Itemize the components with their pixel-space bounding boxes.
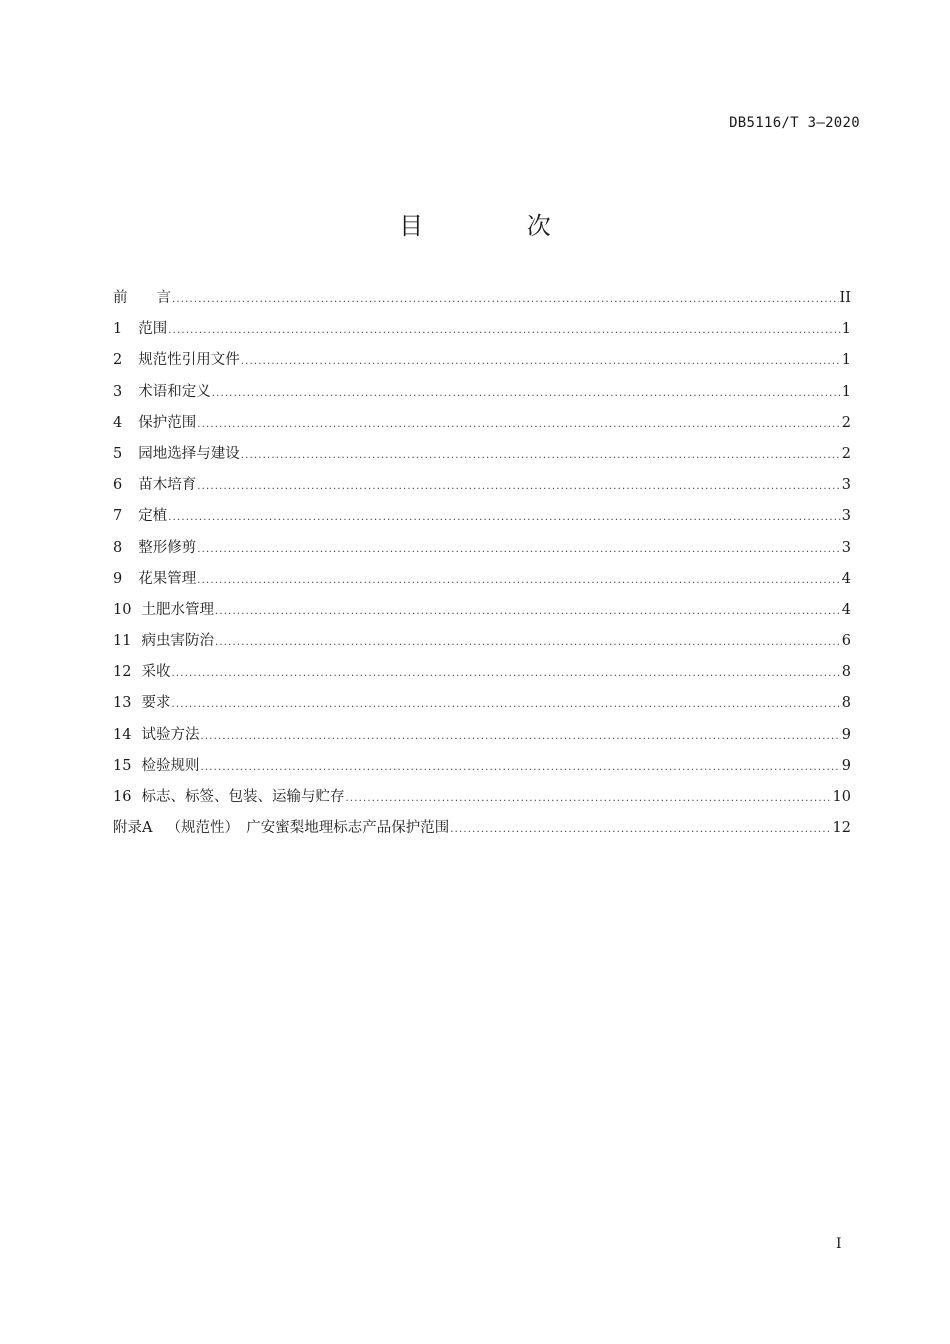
- toc-entry-page: 2: [841, 445, 851, 462]
- toc-leader-dots: [200, 731, 840, 742]
- toc-entry[interactable]: [113, 598, 851, 629]
- toc-entry-label: 检验规则: [141, 757, 200, 774]
- toc-entry-page: 8: [841, 664, 851, 681]
- toc-entry-label: 范围: [138, 321, 168, 338]
- toc-entry-page: 6: [841, 633, 851, 650]
- toc-entry-label: 规范性引用文件: [138, 352, 240, 369]
- toc-entry-number: 14: [113, 726, 132, 743]
- toc-entry[interactable]: [113, 536, 851, 567]
- toc-entry-number: 1: [113, 321, 123, 338]
- toc-entry-number: 9: [113, 570, 123, 587]
- toc-entry-label: 病虫害防治: [141, 633, 214, 650]
- toc-entry-page: 4: [841, 570, 851, 587]
- toc-entry-number: 12: [113, 664, 132, 681]
- toc-entry-page: 9: [841, 726, 851, 743]
- toc-entry-label: 苗木培育: [138, 477, 197, 494]
- toc-leader-dots: [172, 294, 839, 305]
- toc-entry[interactable]: [113, 785, 851, 816]
- toc-entry[interactable]: [113, 504, 851, 535]
- toc-entry-label: 保护范围: [138, 414, 197, 431]
- toc-entry-label: 花果管理: [138, 570, 197, 587]
- toc-leader-dots: [345, 793, 831, 804]
- toc-entry-number: 2: [113, 352, 123, 369]
- toc-entry-label: （规范性） 广安蜜梨地理标志产品保护范围: [166, 820, 450, 837]
- page-number: I: [836, 1236, 842, 1252]
- toc-entry-page: 1: [841, 352, 851, 369]
- toc-entry-label: 土肥水管理: [141, 601, 214, 618]
- toc-entry-number: 10: [113, 601, 132, 618]
- toc-entry[interactable]: [113, 411, 851, 442]
- toc-entry-page: 10: [832, 789, 851, 805]
- toc-entry-label: 整形修剪: [138, 539, 197, 556]
- toc-entry-page: 1: [841, 321, 851, 338]
- toc-entry-number: 5: [113, 445, 123, 462]
- toc-leader-dots: [215, 637, 841, 648]
- toc-entry-page: 1: [841, 383, 851, 400]
- toc-leader-dots: [171, 699, 840, 710]
- toc-entry-label: 前 言: [113, 290, 171, 306]
- toc-entry[interactable]: [113, 723, 851, 754]
- toc-entry[interactable]: [113, 754, 851, 785]
- toc-entry-number: 16: [113, 789, 132, 805]
- toc-entry[interactable]: [113, 816, 851, 847]
- toc-leader-dots: [241, 450, 841, 461]
- toc-entry-page: 2: [841, 414, 851, 431]
- toc-leader-dots: [168, 512, 841, 523]
- toc-leader-dots: [197, 575, 841, 586]
- toc-leader-dots: [197, 481, 841, 492]
- toc-leader-dots: [200, 762, 840, 773]
- toc-entry-page: 3: [841, 477, 851, 494]
- toc-leader-dots: [450, 824, 831, 835]
- toc-leader-dots: [215, 606, 841, 617]
- toc-entry-number: 7: [113, 508, 123, 525]
- toc-entry-label: 定植: [138, 508, 168, 525]
- toc-entry[interactable]: [113, 380, 851, 411]
- toc-entry[interactable]: [113, 567, 851, 598]
- toc-entry-label: 试验方法: [141, 726, 200, 743]
- toc-entry-label: 术语和定义: [138, 383, 211, 400]
- page-title: 目 次: [399, 212, 599, 240]
- toc-entry-page: 3: [841, 508, 851, 525]
- toc-entry[interactable]: [113, 660, 851, 691]
- toc-entry-number: 15: [113, 757, 132, 774]
- toc-entry-page: 12: [832, 820, 851, 837]
- toc-entry[interactable]: [113, 691, 851, 722]
- toc-entry-number: 3: [113, 383, 123, 400]
- toc-entry[interactable]: [113, 629, 851, 660]
- toc-entry-page: 9: [841, 757, 851, 774]
- toc-entry-label: 采收: [141, 664, 171, 681]
- toc-entry-label: 要求: [141, 695, 171, 712]
- toc-entry[interactable]: [113, 473, 851, 504]
- toc-entry-number: 13: [113, 695, 132, 712]
- toc-entry-number: 8: [113, 539, 123, 556]
- toc-entry-page: 3: [841, 539, 851, 556]
- toc-leader-dots: [241, 356, 841, 367]
- toc-entry-number: 附录A: [113, 820, 153, 837]
- toc-leader-dots: [212, 388, 841, 399]
- toc-leader-dots: [197, 419, 841, 430]
- toc-entry[interactable]: [113, 317, 851, 348]
- toc-entry-page: 4: [841, 601, 851, 618]
- toc-entry-label: 园地选择与建设: [138, 445, 240, 462]
- toc-entry-label: 标志、标签、包装、运输与贮存: [141, 789, 345, 805]
- toc-leader-dots: [197, 544, 841, 555]
- toc-leader-dots: [168, 325, 841, 336]
- toc-entry-number: 4: [113, 414, 123, 431]
- toc-leader-dots: [171, 668, 840, 679]
- toc-entry-page: II: [839, 290, 851, 306]
- toc-entry[interactable]: [113, 348, 851, 379]
- document-code: DB5116/T 3—2020: [729, 115, 860, 131]
- toc-entry[interactable]: [113, 442, 851, 473]
- toc-entry-number: 11: [113, 633, 132, 650]
- toc-entry[interactable]: [113, 286, 851, 317]
- table-of-contents: [113, 286, 851, 847]
- toc-entry-number: 6: [113, 477, 123, 494]
- toc-entry-page: 8: [841, 695, 851, 712]
